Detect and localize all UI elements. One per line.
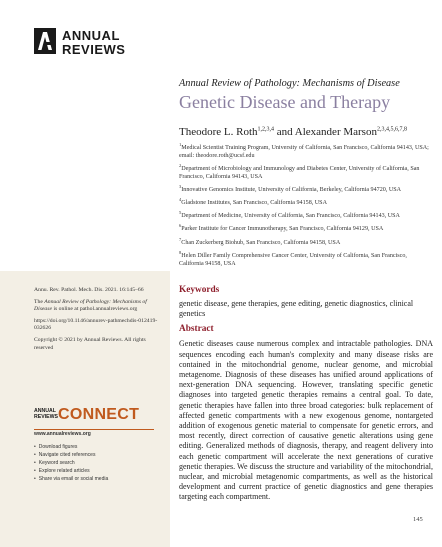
doi-link[interactable]: https://doi.org/10.1146/annurev-pathmechdis-012419-032626 [34,317,158,332]
online-journal: Annual Review of Pathology: Mechanisms of Disease [34,298,147,313]
affiliation-item [179,209,429,221]
affiliation-number: 8 [179,249,182,255]
connect-feature-item: • Keyword search [34,459,154,467]
affiliation-text: Gladstone Institutes, San Francisco, California 94158, USA [181,200,327,207]
copyright: Copyright © 2021 by Annual Reviews. All rights reserved [34,336,146,351]
affiliation-list [179,141,429,270]
connect-feature-item: • Download figures [34,443,154,451]
author-1-name: Theodore L. Roth [179,126,258,138]
abstract-heading: Abstract [179,324,214,335]
affiliation-number: 2 [179,163,182,169]
article-info [34,287,164,356]
affiliation-number: 6 [179,223,182,229]
journal-website-link[interactable]: is online at pathol.annualreviews.org [52,306,138,313]
author-1-affiliations: 1,2,3,4 [257,126,275,133]
abstract-text: Genetic diseases cause numerous complex and intractable pathologies. DNA sequences encoding each human's complexity and many disease risks are contained in the mitochondrial genome, nuclear genome, and microbial metagenome. Diagnosis of these diseases has unified around applications of next-generation DNA sequencing. However, translating specific genetic diagnoses into targeted genetic therapies remains a central goal. To date, genetic therapies have fallen into three broad categories: bulk replacement of affected genetic compartments with a new exogenous genome, nontargeted addition of exogenous genetic material to compensate for genetic errors, and most recently, direct correction of causative genetic alterations using gene editing. Generalized methods of diagnosis, therapy, and reagent delivery into each genetic compartment will accelerate the next generations of curative genetic therapies. We discuss the structure and variability of the mitochondrial, nuclear, and microbial metagenomic compartments, as well as the historical development and current practice of genetic diagnostics and gene therapies targeting each compartment. [179,339,433,502]
affiliation-number: 7 [179,236,182,242]
affiliation-item [179,183,429,195]
affiliation-item [179,222,429,234]
affiliation-item [179,249,429,269]
affiliation-text: Department of Medicine, University of California, San Francisco, California 94143, USA [181,213,400,220]
logo-word-annual: ANNUAL [62,28,120,43]
connect-title: CONNECT [58,406,140,423]
affiliation-number: 5 [179,210,182,216]
affiliation-text: Parker Institute for Cancer Immunotherapy, San Francisco, California 94129, USA [181,226,384,233]
page-number: 145 [413,516,423,523]
annual-reviews-connect[interactable] [34,406,154,483]
affiliation-text: Medical Scientist Training Program, University of California, San Francisco, California 94143, USA; email: theodore.roth@ucsf.edu [179,145,429,159]
affiliation-text: Department of Microbiology and Immunology and Diabetes Center, University of California, San Francisco, California 94143, USA [179,166,420,180]
journal-name: Annual Review of Pathology: Mechanisms of Disease [179,78,400,89]
connect-feature-item: • Explore related articles [34,467,154,475]
online-availability [34,299,164,314]
affiliation-item [179,162,429,182]
affiliation-text: Helen Diller Family Comprehensive Cancer Center, University of California, San Francisco, California 94158, USA [179,252,407,267]
article-main-content [179,285,433,503]
affiliation-text: Innovative Genomics Institute, University of California, Berkeley, California 94720, USA [181,187,402,194]
connect-feature-item: • Share via email or social media [34,475,154,483]
connect-badge [34,406,154,428]
connect-publisher-line1: ANNUAL [34,408,56,414]
connect-publisher-line2: REVIEWS [34,414,58,420]
author-conjunction: and [274,126,295,138]
connect-url[interactable]: www.annualreviews.org [34,429,154,437]
affiliation-item [179,141,429,161]
affiliation-text: Chan Zuckerberg Biohub, San Francisco, California 94158, USA [181,239,341,246]
online-pre: The [34,298,45,305]
article-title: Genetic Disease and Therapy [179,92,391,112]
annual-reviews-logo-mark-icon [34,28,56,54]
connect-feature-item: • Navigate cited references [34,451,154,459]
author-2-name: Alexander Marson [294,126,377,138]
keywords-text: genetic disease, gene therapies, gene editing, genetic diagnostics, clinical genetics [179,299,414,319]
keywords-heading: Keywords [179,285,220,295]
author-2-affiliations: 2,3,4,5,6,7,8 [376,126,407,133]
affiliation-number: 3 [179,184,182,190]
logo-word-reviews: REVIEWS [62,42,126,57]
connect-feature-list [34,443,154,483]
affiliation-item [179,196,429,208]
author-list [179,126,407,138]
connect-publisher [34,408,58,420]
citation: Annu. Rev. Pathol. Mech. Dis. 2021. 16:145–66 [34,287,144,293]
affiliation-number: 4 [179,197,182,203]
annual-reviews-logo [34,28,134,58]
affiliation-item [179,236,429,248]
affiliation-number: 1 [179,142,182,147]
